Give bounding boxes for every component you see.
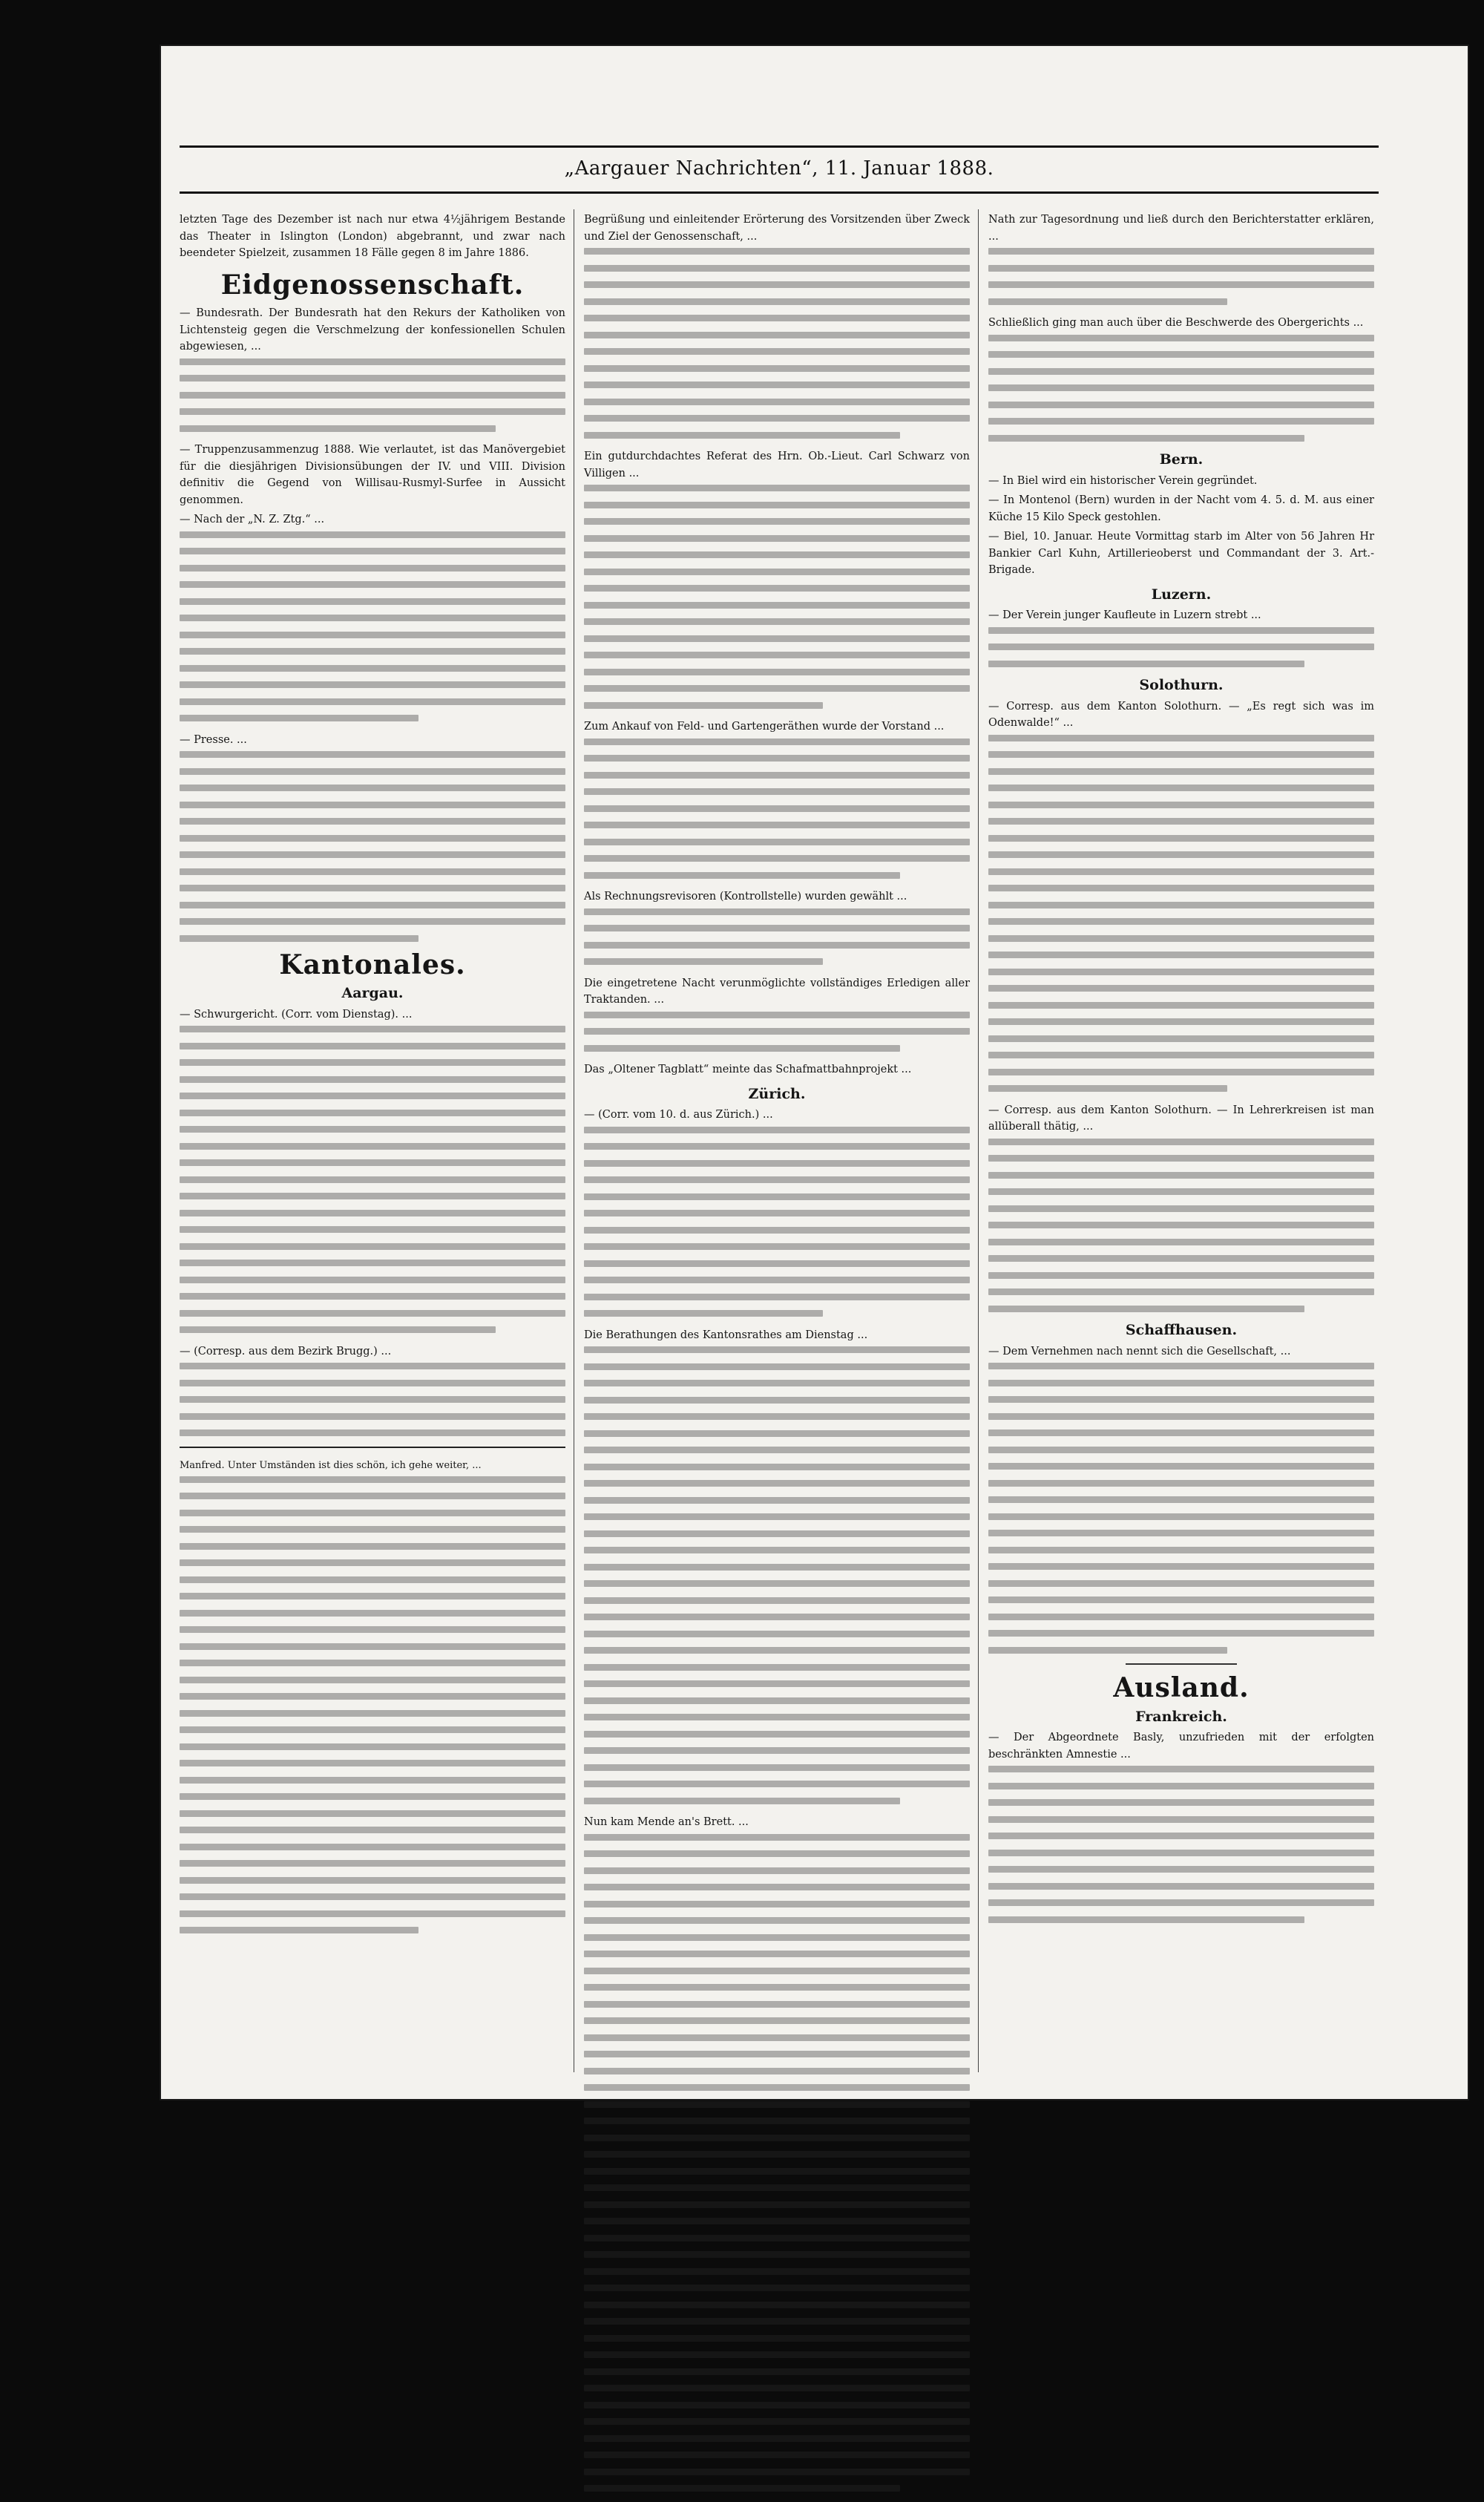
- article-paragraph: — In Biel wird ein historischer Verein gegründet.: [988, 474, 1258, 487]
- text-lines: [584, 248, 970, 439]
- text-lines: [988, 248, 1374, 305]
- article-paragraph: — (Corresp. aus dem Bezirk Brugg.) ...: [180, 1345, 392, 1358]
- text-lines: [584, 1012, 970, 1052]
- subheading-zurich: Zürich.: [748, 1085, 806, 1102]
- text-lines: [584, 1834, 970, 2492]
- masthead: „Aargauer Nachrichten“, 11. Januar 1888.: [564, 157, 994, 180]
- article-paragraph: Das „Oltener Tagblatt“ meinte das Schafmattbahnprojekt ...: [584, 1064, 912, 1075]
- text-lines: [988, 627, 1374, 667]
- subheading-frankreich: Frankreich.: [1135, 1708, 1227, 1725]
- article-paragraph: — Truppenzusammenzug 1888. Wie verlautet, ist das Manövergebiet für die diesjährigen Divisionsübungen der IV. und VIII. Division definitiv die Gegend von Willisau-Rusmyl-Surfee in Aussicht genommen.: [180, 444, 565, 506]
- article-paragraph: — Bundesrath. Der Bundesrath hat den Rekurs der Katholiken von Lichtensteig gegen die Verschmelzung der konfessionellen Schulen abgewiesen, ...: [180, 307, 565, 353]
- article-paragraph: Nath zur Tagesordnung und ließ durch den Berichterstatter erklären, ...: [988, 214, 1374, 243]
- article-paragraph: — Corresp. aus dem Kanton Solothurn. — „Es regt sich was im Odenwalde!“ ...: [988, 700, 1374, 729]
- text-lines: [180, 1363, 565, 1436]
- section-divider: [1126, 1663, 1237, 1665]
- feuilleton-divider: [180, 1447, 565, 1448]
- masthead-rule-top: [180, 145, 1379, 148]
- column-1: [180, 212, 565, 1944]
- article-paragraph: — Corresp. aus dem Kanton Solothurn. — In Lehrerkreisen ist man allüberall thätig, ...: [988, 1104, 1374, 1133]
- subheading-aargau: Aargau.: [341, 985, 404, 1001]
- text-lines: [180, 358, 565, 432]
- article-paragraph: — Der Verein junger Kaufleute in Luzern strebt ...: [988, 609, 1261, 621]
- text-lines: [180, 1026, 565, 1333]
- text-lines: [988, 1363, 1374, 1654]
- section-heading-kantonales: Kantonales.: [279, 949, 466, 980]
- text-lines: [988, 1139, 1374, 1312]
- article-paragraph: letzten Tage des Dezember ist nach nur etwa 4½jährigem Bestande das Theater in Islington (London) abgebrannt, und zwar nach beendeter Spielzeit, zusammen 18 Fälle gegen 8 im Jahre 1886.: [180, 214, 565, 259]
- subheading-schaffhausen: Schaffhausen.: [1125, 1322, 1238, 1338]
- text-lines: [180, 1476, 565, 1934]
- article-paragraph: — Nach der „N. Z. Ztg.“ ...: [180, 514, 325, 525]
- text-lines: [584, 1127, 970, 1317]
- text-lines: [988, 1766, 1374, 1923]
- article-paragraph: — Presse. ...: [180, 733, 247, 746]
- text-lines: [988, 735, 1374, 1093]
- article-paragraph: — Dem Vernehmen nach nennt sich die Gesellschaft, ...: [988, 1345, 1291, 1358]
- text-lines: [180, 531, 565, 722]
- subheading-bern: Bern.: [1159, 451, 1204, 468]
- article-paragraph: Begrüßung und einleitender Erörterung des Vorsitzenden über Zweck und Ziel der Genossenschaft, ...: [584, 214, 970, 243]
- column-divider: [978, 209, 979, 2072]
- article-paragraph: Schließlich ging man auch über die Beschwerde des Obergerichts ...: [988, 317, 1364, 329]
- article-paragraph: — Schwurgericht. (Corr. vom Dienstag). ...: [180, 1008, 413, 1021]
- article-paragraph: Zum Ankauf von Feld- und Gartengeräthen wurde der Vorstand ...: [584, 721, 945, 733]
- article-paragraph: — Biel, 10. Januar. Heute Vormittag starb im Alter von 56 Jahren Hr Bankier Carl Kuhn, Artillerieoberst und Commandant der 3. Art.-Brigade.: [988, 531, 1374, 576]
- text-lines: [584, 1346, 970, 1804]
- article-paragraph: Ein gutdurchdachtes Referat des Hrn. Ob.-Lieut. Carl Schwarz von Villigen ...: [584, 451, 970, 479]
- feuilleton-text: Manfred. Unter Umständen ist dies schön, ich gehe weiter, ...: [180, 1459, 482, 1471]
- column-2: [584, 212, 970, 2502]
- text-lines: [988, 335, 1374, 442]
- article-paragraph: — (Corr. vom 10. d. aus Zürich.) ...: [584, 1109, 773, 1121]
- masthead-rule-bottom: [180, 191, 1379, 194]
- text-lines: [180, 751, 565, 942]
- article-paragraph: — In Montenol (Bern) wurden in der Nacht vom 4. 5. d. M. aus einer Küche 15 Kilo Speck gestohlen.: [988, 494, 1374, 523]
- section-heading-eidgenossenschaft: Eidgenossenschaft.: [220, 269, 525, 301]
- text-lines: [584, 485, 970, 709]
- text-lines: [584, 739, 970, 879]
- subheading-solothurn: Solothurn.: [1139, 677, 1224, 693]
- article-paragraph: Nun kam Mende an's Brett. ...: [584, 1816, 749, 1828]
- section-heading-ausland: Ausland.: [1113, 1672, 1250, 1703]
- text-lines: [584, 908, 970, 966]
- article-paragraph: — Der Abgeordnete Basly, unzufrieden mit der erfolgten beschränkten Amnestie ...: [988, 1732, 1374, 1761]
- article-paragraph: Als Rechnungsrevisoren (Kontrollstelle) wurden gewählt ...: [584, 891, 907, 903]
- subheading-luzern: Luzern.: [1151, 586, 1212, 603]
- column-3: [988, 212, 1374, 1933]
- article-paragraph: Die Berathungen des Kantonsrathes am Dienstag ...: [584, 1329, 868, 1341]
- article-paragraph: Die eingetretene Nacht verunmöglichte vollständiges Erledigen aller Traktanden. ...: [584, 977, 970, 1006]
